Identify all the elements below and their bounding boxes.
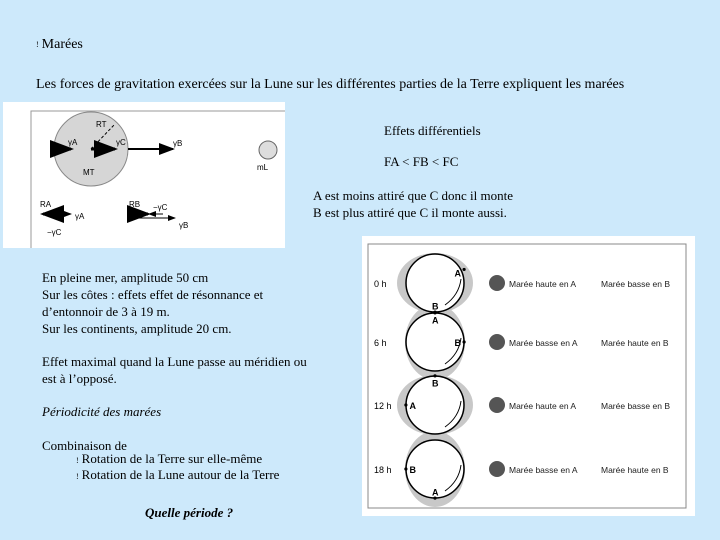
label-gb: γB	[173, 139, 183, 148]
maximum-paragraph	[42, 353, 307, 387]
tide-row	[374, 440, 669, 500]
label-ra: RA	[40, 200, 52, 209]
point-label-b: B	[432, 301, 439, 312]
bullet-icon: !	[76, 455, 79, 465]
slide-title: ! Marées	[36, 37, 83, 52]
tide-state-a: Marée haute en A	[509, 279, 577, 289]
tide-state-a: Marée haute en A	[509, 401, 577, 411]
moon-icon	[489, 461, 505, 477]
point-label-a: A	[454, 268, 461, 279]
bullet-icon: !	[36, 40, 39, 50]
amplitude-paragraph	[42, 269, 263, 337]
tide-row	[374, 254, 670, 314]
gravitation-figure	[3, 102, 285, 248]
point-label-a: A	[432, 487, 439, 498]
point-label-b: B	[454, 338, 461, 348]
label-rb: RB	[129, 200, 141, 209]
tides-figure	[362, 236, 695, 516]
effects-title: Effets différentiels	[384, 123, 481, 138]
tide-state-b: Marée haute en B	[601, 338, 669, 348]
time-label: 12 h	[374, 401, 392, 411]
point-label-a: A	[409, 401, 416, 411]
label-mt: MT	[83, 168, 95, 177]
moon-icon	[489, 275, 505, 291]
point-label-b: B	[409, 465, 416, 475]
gravitation-diagram	[3, 102, 285, 248]
question-text: Quelle période ?	[145, 505, 234, 520]
text-line: Sur les côtes : effets effet de résonnance et	[42, 287, 264, 302]
combination-item: ! Rotation de la Lune autour de la Terre	[76, 467, 280, 482]
tide-state-a: Marée basse en A	[509, 338, 578, 348]
time-label: 6 h	[374, 338, 387, 348]
tide-row	[374, 374, 670, 434]
combination-item: ! Rotation de la Terre sur elle-même	[76, 451, 263, 466]
time-label: 18 h	[374, 465, 392, 475]
label-gb2: γB	[179, 221, 189, 230]
label-ml: mL	[257, 163, 269, 172]
moon-icon	[489, 334, 505, 350]
effects-line2: B est plus attiré que C il monte aussi.	[313, 205, 507, 220]
effects-inequality: FA < FB < FC	[384, 154, 459, 169]
periodicity-heading: Périodicité des marées	[42, 404, 162, 419]
point-label-a: A	[432, 315, 439, 326]
text-line: d’entonnoir de 3 à 19 m.	[42, 304, 170, 319]
label-mgc2: −γC	[153, 203, 168, 212]
bullet-icon: !	[76, 471, 79, 481]
effects-line1: A est moins attiré que C donc il monte	[313, 188, 514, 203]
point-label-b: B	[432, 378, 439, 389]
moon-icon	[489, 397, 505, 413]
moon-shape	[259, 141, 277, 159]
label-rt: RT	[96, 120, 107, 129]
text-line: est à l’opposé.	[42, 371, 117, 386]
text-line: En pleine mer, amplitude 50 cm	[42, 270, 209, 285]
label-gc: γC	[116, 138, 126, 147]
text-line: Effet maximal quand la Lune passe au méridien ou	[42, 354, 307, 369]
intro-text: Les forces de gravitation exercées sur la Lune sur les différentes parties de la Terre expliquent les marées	[36, 77, 625, 92]
tide-state-b: Marée basse en B	[601, 279, 670, 289]
tides-diagram	[362, 236, 695, 516]
tide-state-a: Marée basse en A	[509, 465, 578, 475]
text-line: Sur les continents, amplitude 20 cm.	[42, 321, 232, 336]
time-label: 0 h	[374, 279, 387, 289]
tide-state-b: Marée basse en B	[601, 401, 670, 411]
tide-state-b: Marée haute en B	[601, 465, 669, 475]
tide-row	[374, 311, 669, 371]
label-ga2: γA	[75, 212, 85, 221]
combination-heading: Combinaison de	[42, 438, 127, 453]
label-mgc: −γC	[47, 228, 62, 237]
label-ga: γA	[68, 138, 78, 147]
